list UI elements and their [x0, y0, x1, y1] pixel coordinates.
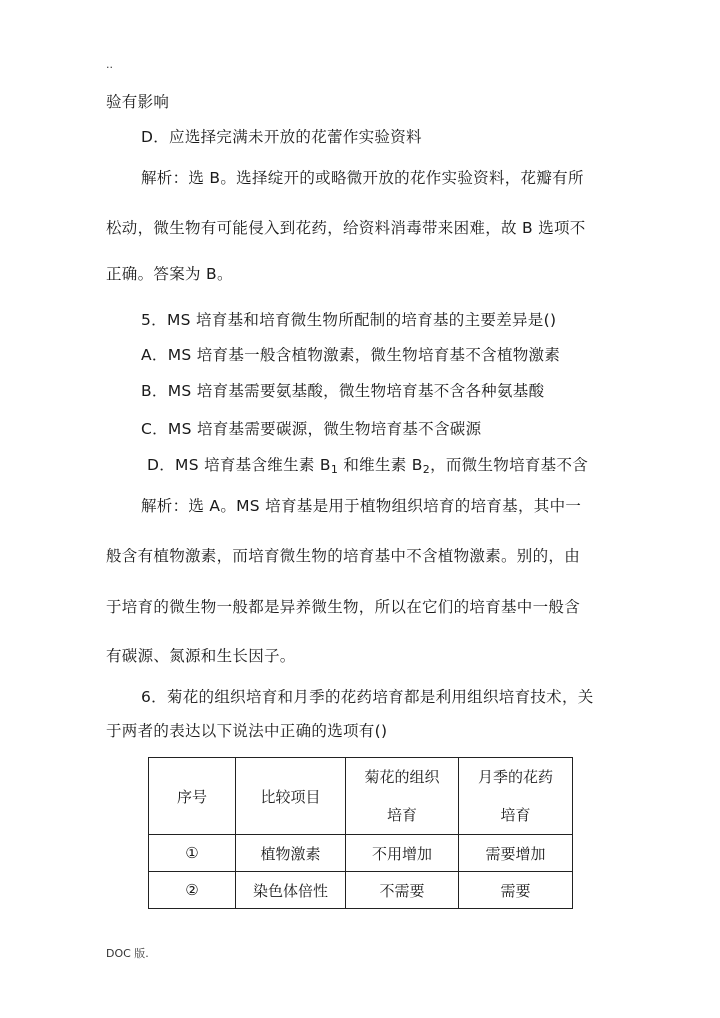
header-col3 [346, 758, 459, 835]
analysis-line: 般含有植物激素，而培育微生物的培育基中不含植物激素。别的，由 [106, 547, 581, 565]
option-b: B．MS 培育基需要氨基酸，微生物培育基不含各种氨基酸 [141, 382, 545, 400]
header-mark: .. [106, 58, 113, 71]
analysis-line: 于培育的微生物一般都是异养微生物，所以在它们的培育基中一般含 [106, 598, 581, 616]
question-6: 6．菊花的组织培育和月季的花药培育都是利用组织培育技术，关 [141, 688, 594, 706]
cell-c3: 不用增加 [346, 835, 459, 872]
analysis-line: 松动，微生物有可能侵入到花药，给资料消毒带来困难，故 B 选项不 [106, 219, 586, 237]
table-row [149, 835, 573, 872]
cell-c4: 需要 [459, 872, 573, 909]
question-5: 5．MS 培育基和培育微生物所配制的培育基的主要差异是() [141, 311, 557, 329]
option-d-text: ，而微生物培育基不含 [430, 456, 589, 474]
analysis-line: 解析：选 B。选择绽开的或略微开放的花作实验资料，花瓣有所 [141, 169, 584, 187]
subscript-2: 2 [422, 463, 431, 476]
footer-text: DOC 版. [106, 947, 149, 960]
header-col3-line2: 培育 [386, 806, 417, 824]
header-col3-line1: 菊花的组织 [364, 768, 440, 786]
header-num: 序号 [149, 758, 236, 835]
option-d: D．应选择完满未开放的花蕾作实验资料 [141, 128, 422, 146]
table-row [149, 872, 573, 909]
header-item: 比较项目 [236, 758, 346, 835]
cell-item: 植物激素 [236, 835, 346, 872]
cell-item: 染色体倍性 [236, 872, 346, 909]
header-col4 [459, 758, 573, 835]
table-header-row [149, 758, 573, 835]
header-col4-line1: 月季的花药 [477, 768, 553, 786]
text-line: 验有影响 [106, 93, 170, 111]
analysis-line: 正确。答案为 B。 [106, 265, 233, 283]
option-d-text: 和维生素 B [338, 456, 423, 474]
analysis-line: 解析：选 A。MS 培育基是用于植物组织培育的培育基，其中一 [141, 497, 582, 515]
option-c: C．MS 培育基需要碳源，微生物培育基不含碳源 [141, 420, 482, 438]
option-d-text: D．MS 培育基含维生素 B [147, 456, 331, 474]
cell-num: ① [149, 835, 236, 872]
question-6-cont: 于两者的表达以下说法中正确的选项有() [106, 722, 388, 740]
subscript-1: 1 [330, 463, 339, 476]
cell-num: ② [149, 872, 236, 909]
option-d-q5 [147, 455, 588, 475]
header-col4-line2: 培育 [500, 806, 531, 824]
comparison-table [148, 757, 573, 909]
cell-c3: 不需要 [346, 872, 459, 909]
cell-c4: 需要增加 [459, 835, 573, 872]
option-a: A．MS 培育基一般含植物激素，微生物培育基不含植物激素 [141, 346, 561, 364]
analysis-line: 有碳源、氮源和生长因子。 [106, 647, 296, 665]
